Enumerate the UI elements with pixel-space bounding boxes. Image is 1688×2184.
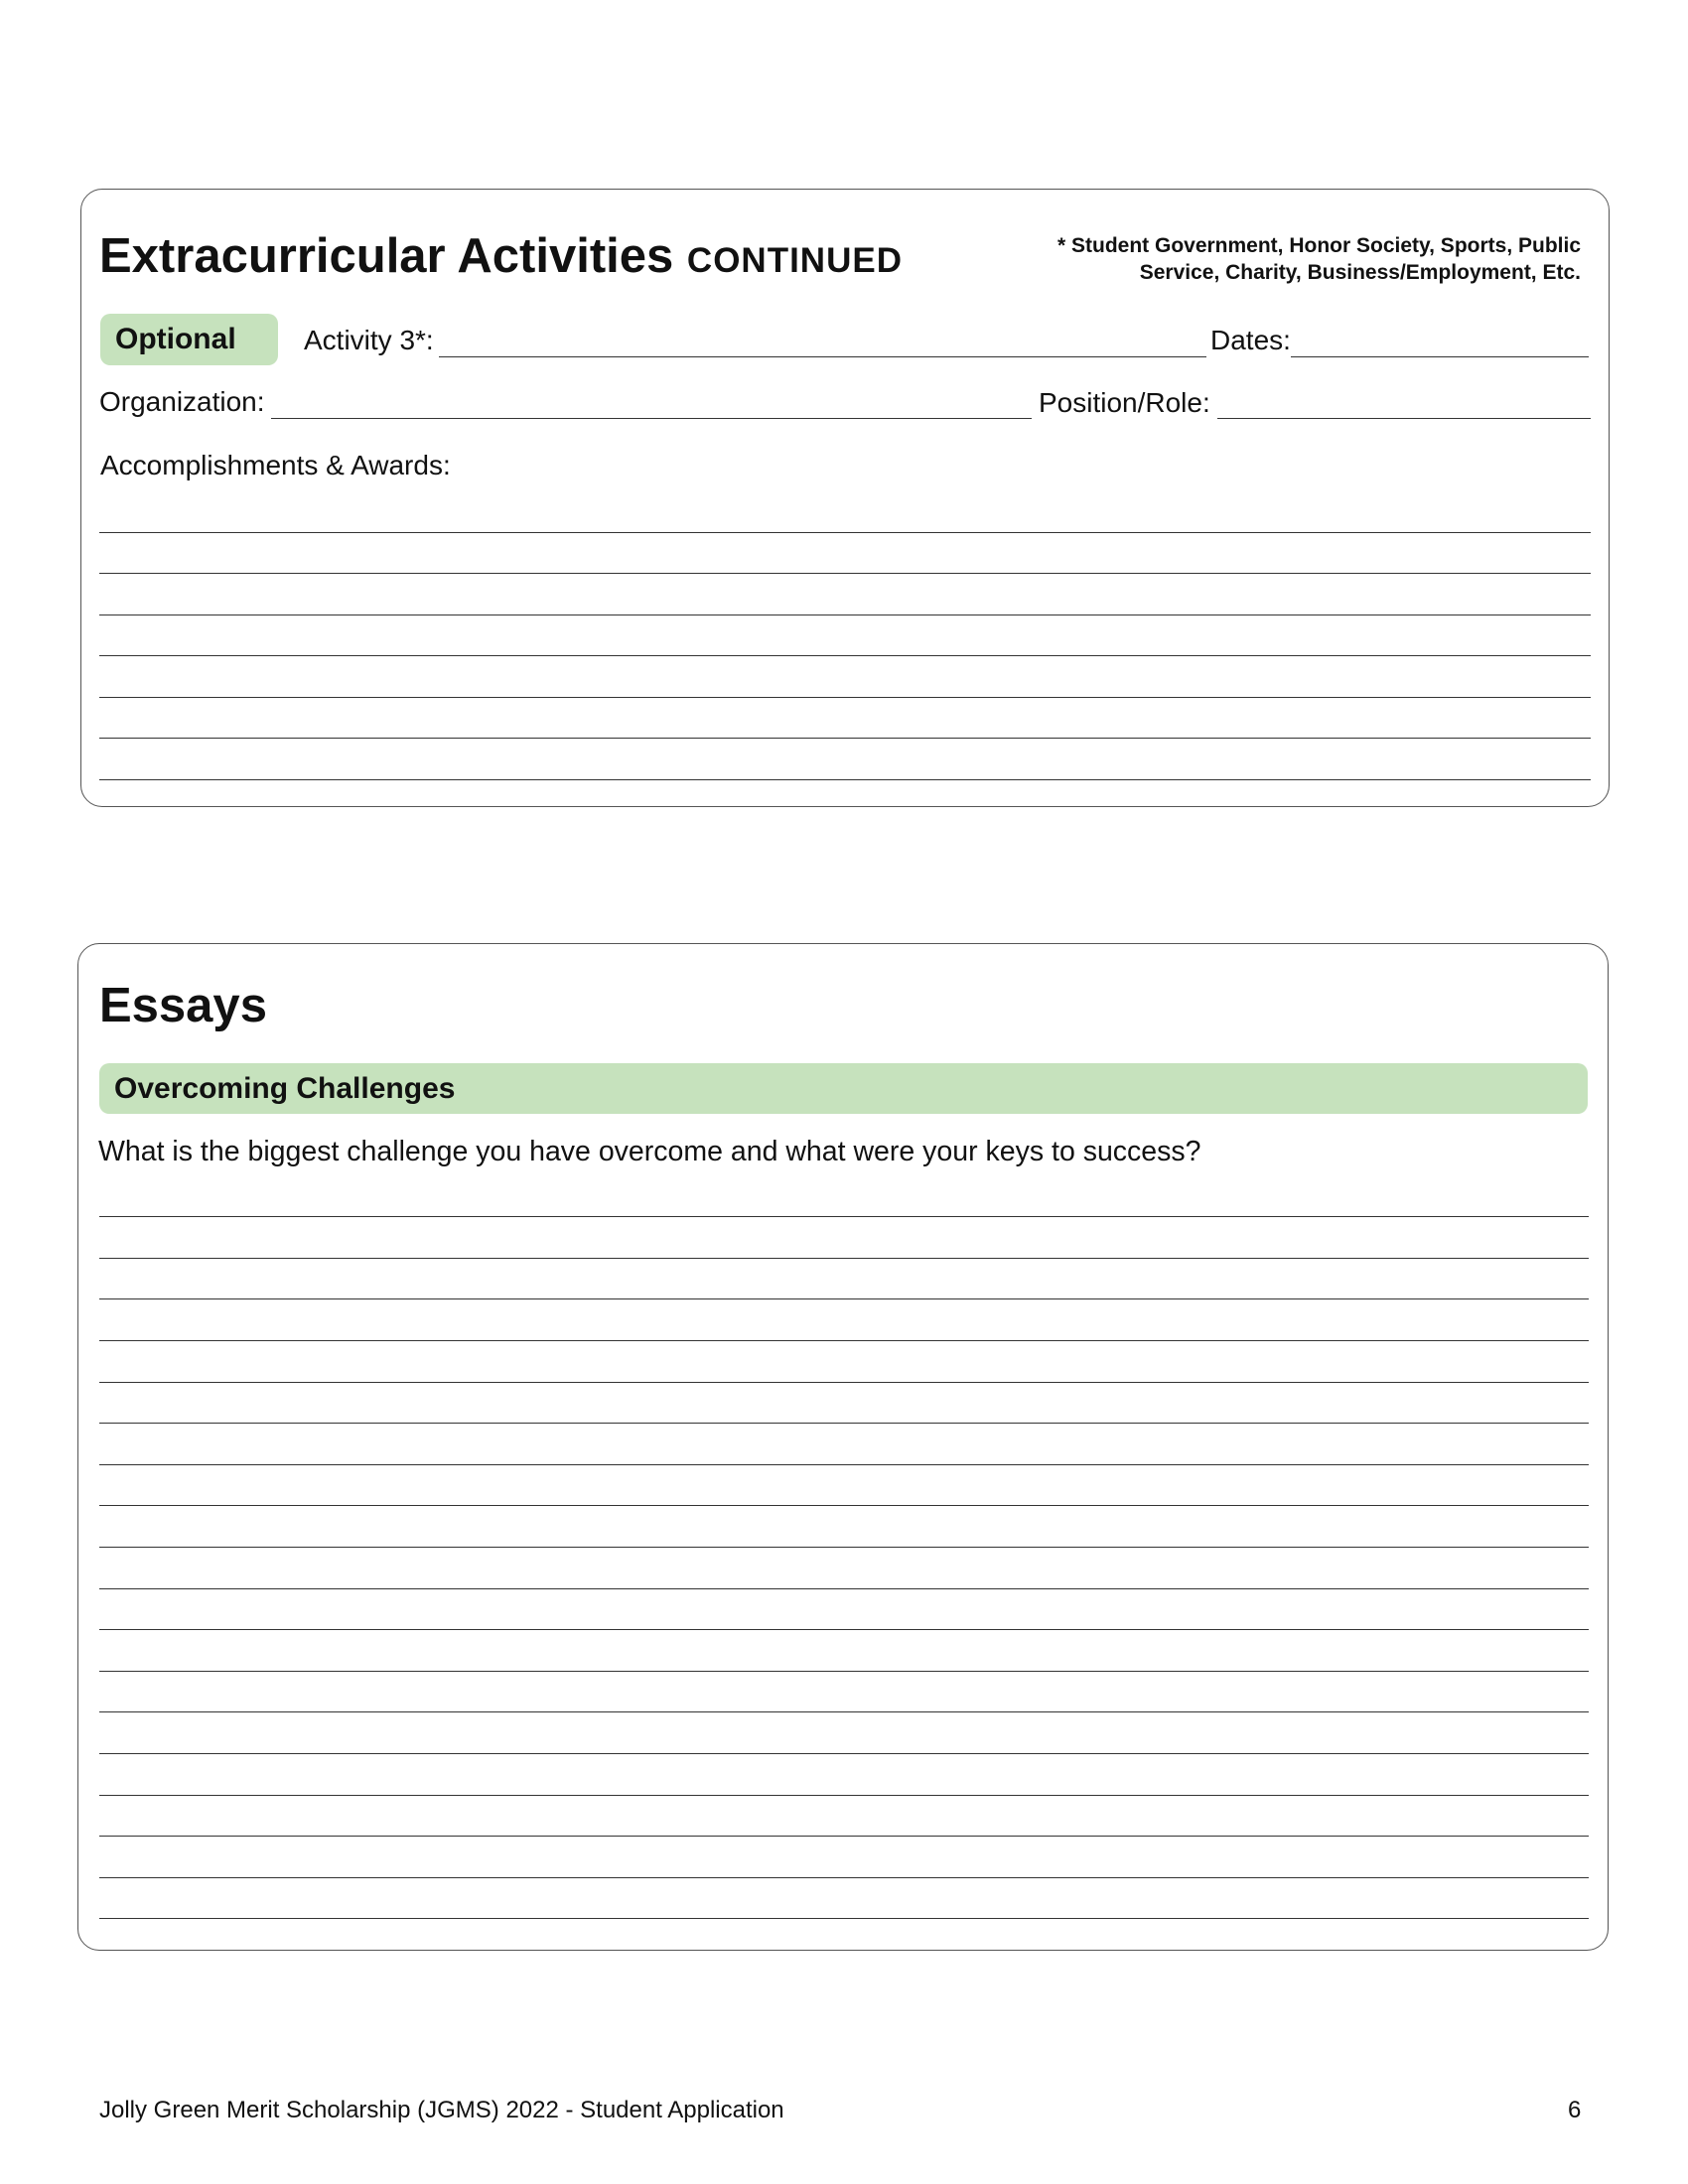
extracurricular-title: Extracurricular Activities xyxy=(99,229,674,283)
essay-answer-line[interactable] xyxy=(99,1340,1589,1341)
essays-title: Essays xyxy=(99,979,267,1032)
accomplishments-field-line[interactable] xyxy=(99,697,1591,698)
essay-answer-line[interactable] xyxy=(99,1505,1589,1506)
organization-field[interactable] xyxy=(271,418,1032,419)
activity-examples-note-line2: Service, Charity, Business/Employment, Etc. xyxy=(1139,261,1581,284)
position-role-field[interactable] xyxy=(1217,418,1591,419)
accomplishments-field-line[interactable] xyxy=(99,779,1591,780)
extracurricular-title-suffix: CONTINUED xyxy=(686,241,903,280)
dates-label: Dates: xyxy=(1210,325,1291,355)
essay-answer-line[interactable] xyxy=(99,1464,1589,1465)
essays-section xyxy=(77,943,1609,1951)
essay-answer-line[interactable] xyxy=(99,1795,1589,1796)
organization-label: Organization: xyxy=(99,386,265,417)
essay-answer-line[interactable] xyxy=(99,1423,1589,1424)
essay-answer-line[interactable] xyxy=(99,1836,1589,1837)
dates-field[interactable] xyxy=(1291,356,1589,357)
position-role-label: Position/Role: xyxy=(1039,387,1210,418)
essay-answer-line[interactable] xyxy=(99,1877,1589,1878)
essay-answer-line[interactable] xyxy=(99,1216,1589,1217)
essay-answer-line[interactable] xyxy=(99,1547,1589,1548)
essay-answer-line[interactable] xyxy=(99,1711,1589,1712)
accomplishments-field-line[interactable] xyxy=(99,614,1591,615)
essay-answer-line[interactable] xyxy=(99,1588,1589,1589)
activity-examples-note-line1: * Student Government, Honor Society, Sports, Public xyxy=(1056,234,1581,257)
accomplishments-field-line[interactable] xyxy=(99,738,1591,739)
accomplishments-field-line[interactable] xyxy=(99,655,1591,656)
essay-answer-line[interactable] xyxy=(99,1258,1589,1259)
essay-answer-line[interactable] xyxy=(99,1753,1589,1754)
footer-title: Jolly Green Merit Scholarship (JGMS) 2022 - Student Application xyxy=(99,2097,784,2123)
extracurricular-section xyxy=(80,189,1610,807)
essay-answer-line[interactable] xyxy=(99,1918,1589,1919)
essay-answer-line[interactable] xyxy=(99,1298,1589,1299)
activity-3-label: Activity 3*: xyxy=(304,325,434,355)
accomplishments-label: Accomplishments & Awards: xyxy=(100,450,451,480)
essay-answer-line[interactable] xyxy=(99,1629,1589,1630)
activity-3-field[interactable] xyxy=(439,356,1206,357)
essay-answer-line[interactable] xyxy=(99,1671,1589,1672)
accomplishments-field-line[interactable] xyxy=(99,573,1591,574)
optional-badge: Optional xyxy=(100,314,278,365)
overcoming-challenges-header: Overcoming Challenges xyxy=(99,1063,1588,1114)
activity-examples-note xyxy=(1057,232,1581,286)
essay-answer-line[interactable] xyxy=(99,1382,1589,1383)
extracurricular-heading xyxy=(99,229,903,283)
accomplishments-field-line[interactable] xyxy=(99,532,1591,533)
page-number: 6 xyxy=(1568,2097,1582,2123)
essay-question: What is the biggest challenge you have overcome and what were your keys to success? xyxy=(98,1136,1201,1167)
